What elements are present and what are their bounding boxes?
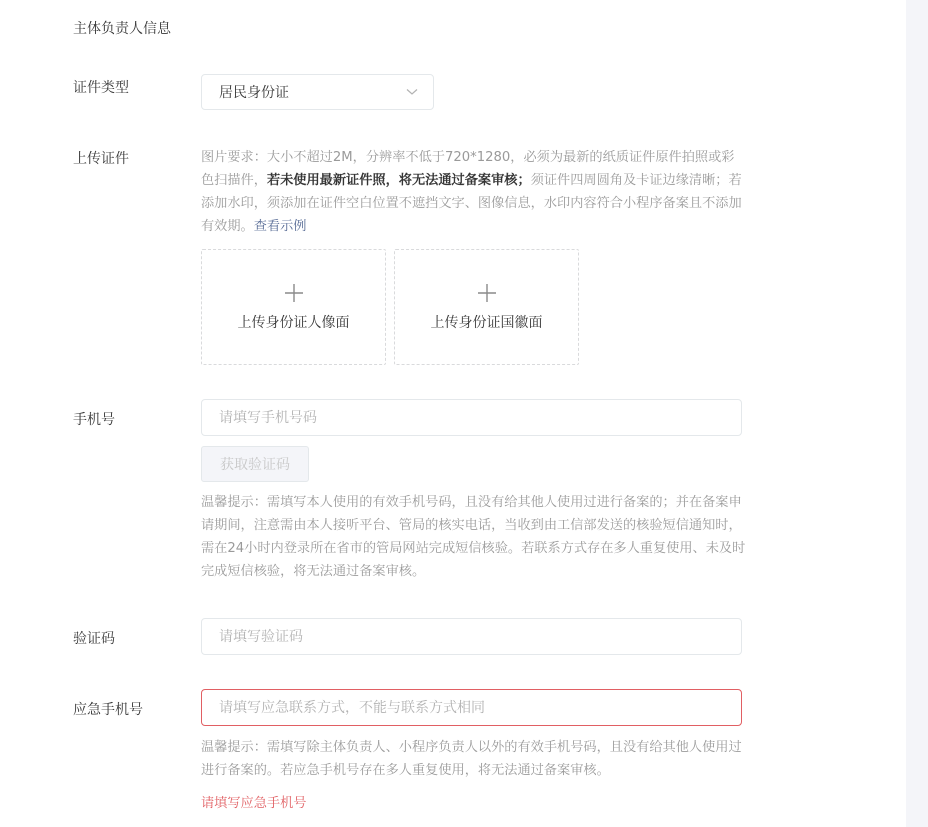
upload-requirements-warning: 若未使用最新证件照，将无法通过备案审核； [266,173,531,188]
phone-tip: 温馨提示：需填写本人使用的有效手机号码，且没有给其他人使用过进行备案的；并在备案申请期间，注意需由本人接听平台、管局的核实电话，当收到由工信部发送的核验短信通知时，需在24小时内登录所在省市的管局网站完成短信核验。若联系方式存在多人重复使用、未及时完成短信核验，将无法通过备案审核。 [201,495,746,579]
plus-icon [476,282,498,304]
upload-id-back-label: 上传身份证国徽面 [430,315,543,331]
id-type-select[interactable] [201,74,434,110]
emergency-phone-input[interactable] [201,689,742,726]
upload-requirements-text: 图片要求：大小不超过2M，分辨率不低于720*1280，必须为最新的纸质证件原件拍照或彩色扫描件， [201,150,735,188]
view-example-link[interactable]: 查看示例 [253,219,307,234]
section-title: 主体负责人信息 [73,21,171,37]
chevron-down-icon [405,85,419,99]
code-input[interactable] [201,618,742,655]
upload-id-front-label: 上传身份证人像面 [237,315,350,331]
upload-requirements-text-2: 须证件四周圆角及卡证边缘清晰；若添加水印，须添加在证件空白位置不遮挡文字、图像信息，水印内容符合小程序备案且不添加有效期。 [201,173,742,234]
plus-icon [283,282,305,304]
phone-label: 手机号 [73,412,115,428]
id-type-label: 证件类型 [73,80,129,96]
upload-id-back-area[interactable] [394,249,579,365]
code-label: 验证码 [73,631,115,647]
right-side-panel [906,0,928,827]
upload-label: 上传证件 [73,151,129,167]
id-type-selected-value: 居民身份证 [219,85,289,101]
get-code-button[interactable]: 获取验证码 [201,446,309,482]
emergency-phone-error: 请填写应急手机号 [201,796,307,811]
emergency-phone-label: 应急手机号 [73,702,143,718]
emergency-phone-tip: 温馨提示：需填写除主体负责人、小程序负责人以外的有效手机号码，且没有给其他人使用过进行备案的。若应急手机号存在多人重复使用，将无法通过备案审核。 [201,740,742,778]
upload-id-front-area[interactable] [201,249,386,365]
upload-requirements [201,146,746,238]
phone-input[interactable] [201,399,742,436]
